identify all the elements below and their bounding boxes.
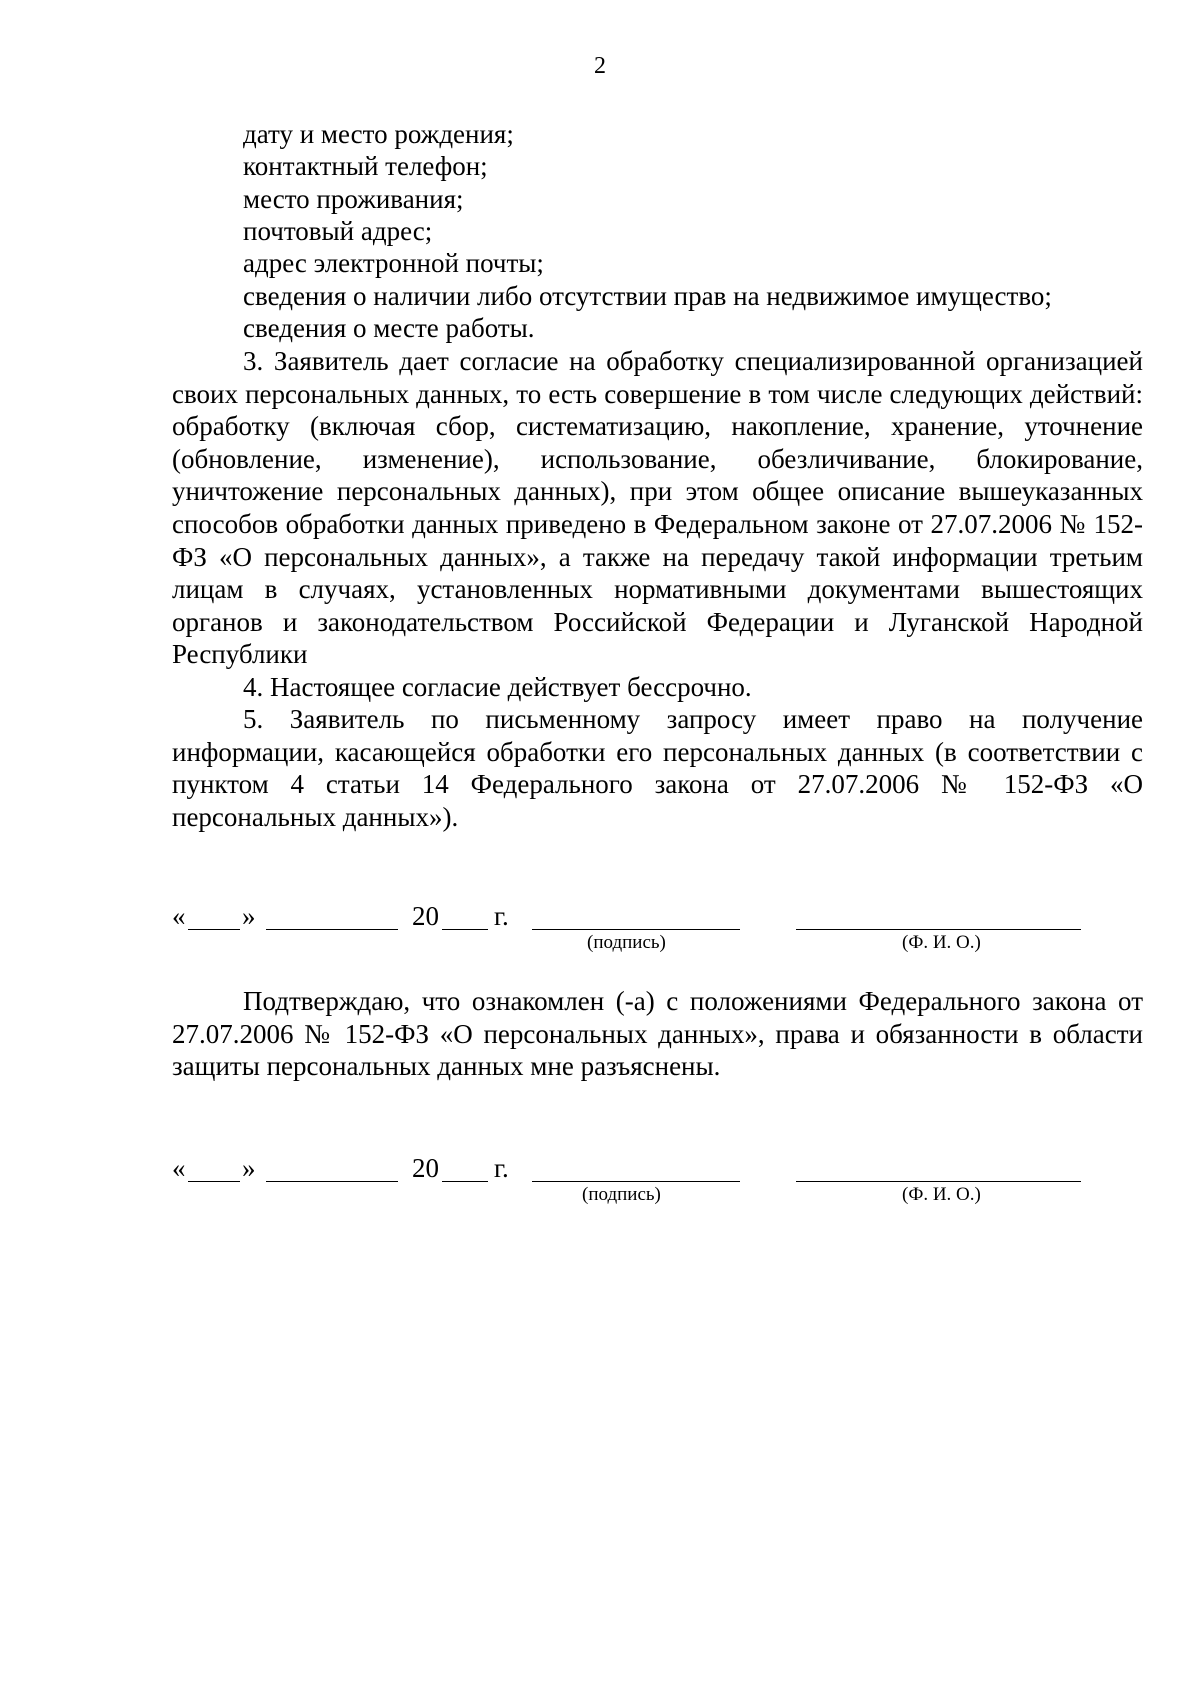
date-open-quote: « (172, 901, 186, 931)
signature-blank (532, 929, 740, 930)
day-blank (188, 1181, 240, 1182)
signature-blank (532, 1181, 740, 1182)
paragraph-consent: 3. Заявитель дает согласие на обработку специализированной организацией своих персональных данных, то есть совершение в том числе следующих действий: обработку (включая сбор, систематизацию, накопление, хранение, уточнение (обновление, изменение), использование, обезличивание, блокирование, уничтожение персональных данных), при этом общее описание вышеуказанных способов обработки данных приведено в Федеральном законе от 27.07.2006 № 152-ФЗ «О персональных данных», а также на передачу такой информации третьим лицам в случаях, установленных нормативными документами вышестоящих органов и законодательством Российской Федерации и Луганской Народной Республики (172, 346, 1143, 670)
list-item: контактный телефон; (243, 151, 488, 181)
year-prefix: 20 (412, 1153, 439, 1183)
name-caption: (Ф. И. О.) (902, 932, 981, 953)
list-item: место проживания; (243, 184, 464, 214)
signature-caption: (подпись) (582, 1184, 661, 1205)
name-blank (796, 1181, 1081, 1182)
date-close-quote: » (242, 901, 256, 931)
signature-line-2 (172, 1152, 1092, 1212)
list-item: сведения о наличии либо отсутствии прав на недвижимое имущество; (243, 281, 1052, 311)
page-number: 2 (594, 53, 606, 79)
month-blank (266, 1181, 398, 1182)
year-suffix: г. (494, 1153, 509, 1183)
list-item: почтовый адрес; (243, 216, 433, 246)
list-item: дату и место рождения; (243, 119, 514, 149)
day-blank (188, 929, 240, 930)
year-suffix: г. (494, 901, 509, 931)
list-item: адрес электронной почты; (243, 248, 544, 278)
name-blank (796, 929, 1081, 930)
year-blank (442, 929, 488, 930)
paragraph-confirmation: Подтверждаю, что ознакомлен (-а) с положениями Федерального закона от 27.07.2006 № 152-ФЗ «О персональных данных», права и обязанности в области защиты персональных данных мне разъяснены. (172, 986, 1143, 1082)
paragraph-rights: 5. Заявитель по письменному запросу имеет право на получение информации, касающейся обработки его персональных данных (в соответствии с пунктом 4 статьи 14 Федерального закона от 27.07.2006 № 152-ФЗ «О персональных данных»). (172, 704, 1143, 832)
paragraph-validity: 4. Настоящее согласие действует бессрочно. (243, 672, 752, 702)
signature-line-1 (172, 900, 1092, 960)
date-close-quote: » (242, 1153, 256, 1183)
year-blank (442, 1181, 488, 1182)
date-open-quote: « (172, 1153, 186, 1183)
signature-caption: (подпись) (587, 932, 666, 953)
name-caption: (Ф. И. О.) (902, 1184, 981, 1205)
month-blank (266, 929, 398, 930)
year-prefix: 20 (412, 901, 439, 931)
list-item: сведения о месте работы. (243, 313, 535, 343)
